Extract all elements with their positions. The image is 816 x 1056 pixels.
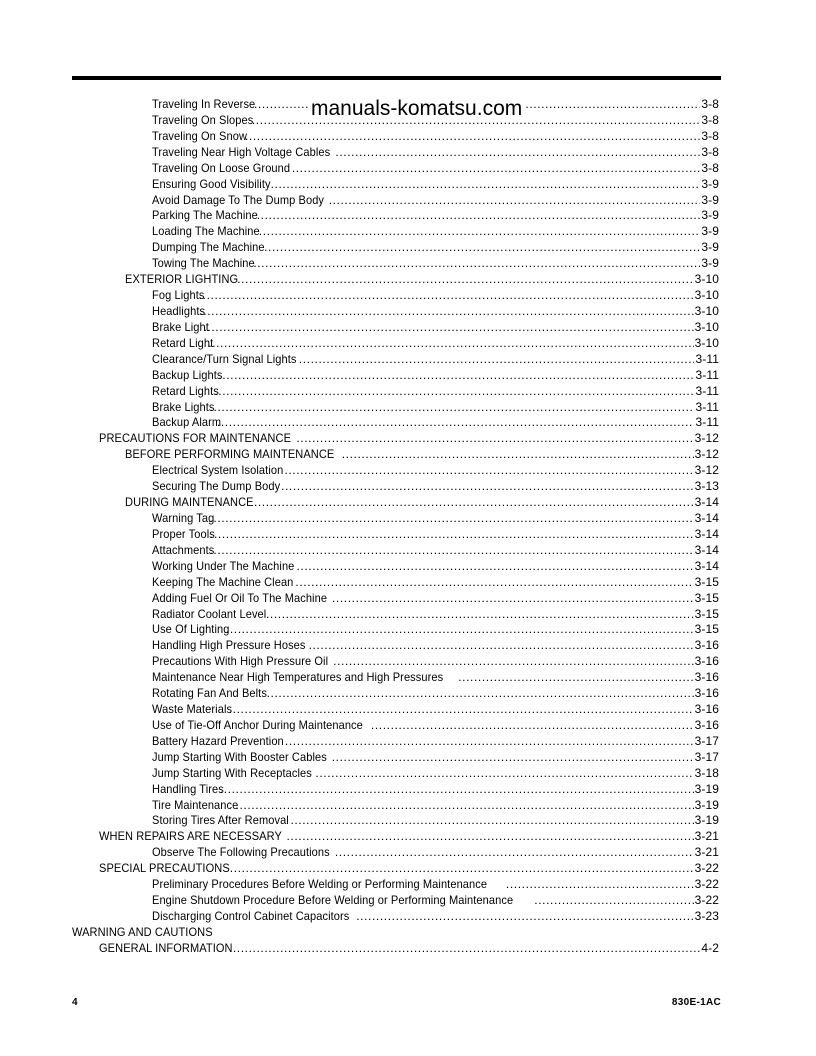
- toc-dot-leader: [209, 511, 693, 527]
- toc-dot-leader: [226, 622, 694, 638]
- toc-dot-leader: [506, 877, 694, 893]
- toc-entry-page: 3-17: [694, 749, 719, 764]
- toc-entry[interactable]: [72, 129, 719, 145]
- toc-entry-title: Preliminary Procedures Before Welding or Performing Maintenance: [152, 877, 488, 892]
- header-rule: [72, 76, 721, 80]
- toc-entry-page: 3-21: [694, 829, 719, 844]
- toc-entry-page: 3-16: [694, 638, 719, 653]
- toc-entry-title: Battery Hazard Prevention: [152, 733, 284, 748]
- toc-entry[interactable]: [72, 591, 719, 607]
- toc-entry[interactable]: [72, 559, 719, 575]
- toc-entry[interactable]: [72, 845, 719, 861]
- toc-entry[interactable]: [72, 527, 719, 543]
- toc-entry[interactable]: [72, 177, 719, 193]
- toc-entry[interactable]: [72, 495, 719, 511]
- toc-dot-leader: [284, 463, 693, 479]
- toc-entry-page: 3-11: [695, 415, 719, 430]
- toc-entry-page: 3-16: [694, 686, 719, 701]
- toc-dot-leader: [264, 240, 700, 256]
- toc-entry[interactable]: [72, 256, 719, 272]
- toc-dot-leader: [253, 256, 700, 272]
- toc-entry-page: 3-11: [695, 383, 719, 398]
- toc-entry-page: 3-15: [694, 590, 719, 605]
- toc-entry-title: Backup Lights: [152, 367, 223, 382]
- toc-entry-title: Working Under The Machine: [152, 558, 295, 573]
- toc-entry-page: 3-9: [701, 208, 719, 223]
- toc-entry-title: Parking The Machine: [152, 208, 258, 223]
- toc-entry-page: 3-11: [695, 399, 719, 414]
- toc-entry-page: 3-12: [694, 463, 719, 478]
- toc-entry-title: Towing The Machine: [152, 256, 255, 271]
- toc-entry-page: 3-8: [701, 128, 719, 143]
- toc-entry-page: 3-10: [694, 335, 719, 350]
- toc-entry-title: Ensuring Good Visibility: [152, 176, 271, 191]
- toc-dot-leader: [534, 893, 693, 909]
- toc-dot-leader: [210, 400, 695, 416]
- toc-entry-page: 3-23: [694, 909, 719, 924]
- toc-entry-page: 3-22: [694, 893, 719, 908]
- toc-dot-leader: [266, 607, 694, 623]
- toc-entry-title: Electrical System Isolation: [152, 463, 284, 478]
- toc-entry-page: 3-12: [694, 431, 719, 446]
- toc-entry-title: WHEN REPAIRS ARE NECESSARY: [99, 829, 282, 844]
- toc-entry-page: 3-15: [694, 574, 719, 589]
- toc-dot-leader: [296, 559, 693, 575]
- toc-entry[interactable]: [72, 622, 719, 638]
- toc-entry[interactable]: [72, 224, 719, 240]
- toc-entry-page: 3-15: [694, 606, 719, 621]
- toc-entry-page: 3-19: [694, 813, 719, 828]
- toc-entry[interactable]: [72, 479, 719, 495]
- toc-dot-leader: [458, 670, 693, 686]
- toc-entry-title: SPECIAL PRECAUTIONS: [99, 861, 230, 876]
- toc-entry-title: Use of Tie-Off Anchor During Maintenance: [152, 717, 363, 732]
- toc-dot-leader: [299, 352, 695, 368]
- toc-entry-title: Adding Fuel Or Oil To The Machine: [152, 590, 328, 605]
- toc-entry-page: 3-9: [701, 192, 719, 207]
- toc-entry-page: 3-10: [694, 272, 719, 287]
- toc-dot-leader: [218, 368, 694, 384]
- toc-entry-page: 3-11: [695, 351, 719, 366]
- toc-entry-title: Storing Tires After Removal: [152, 813, 289, 828]
- toc-entry[interactable]: [72, 304, 719, 320]
- toc-entry[interactable]: [72, 384, 719, 400]
- toc-entry-page: 3-11: [695, 367, 719, 382]
- toc-dot-leader: [285, 734, 694, 750]
- toc-dot-leader: [333, 654, 693, 670]
- toc-dot-leader: [259, 224, 701, 240]
- toc-entry-page: 3-9: [701, 256, 719, 271]
- toc-dot-leader: [281, 479, 694, 495]
- toc-entry-title: Use Of Lighting: [152, 622, 230, 637]
- toc-entry[interactable]: [72, 861, 719, 877]
- toc-entry-title: Brake Light: [152, 319, 209, 334]
- footer-doc-code: 830E-1AC: [671, 997, 721, 1008]
- toc-entry[interactable]: [72, 240, 719, 256]
- toc-entry-title: Traveling On Loose Ground: [152, 160, 291, 175]
- toc-entry-page: 3-14: [694, 495, 719, 510]
- toc-entry[interactable]: [72, 654, 719, 670]
- toc-dot-leader: [371, 718, 694, 734]
- toc-entry-page: 3-16: [694, 654, 719, 669]
- toc-entry[interactable]: [72, 193, 719, 209]
- toc-dot-leader: [290, 813, 693, 829]
- toc-entry-page: 3-8: [701, 97, 719, 111]
- toc-entry-page: 3-10: [694, 303, 719, 318]
- toc-entry-page: 3-15: [694, 622, 719, 637]
- toc-entry[interactable]: [72, 431, 719, 447]
- toc-entry-title: Handling High Pressure Hoses: [152, 638, 306, 653]
- toc-dot-leader: [267, 686, 694, 702]
- toc-entry-page: 3-16: [694, 702, 719, 717]
- toc-dot-leader: [356, 909, 693, 925]
- toc-entry[interactable]: [72, 670, 719, 686]
- toc-dot-leader: [309, 638, 694, 654]
- toc-dot-leader: [214, 384, 694, 400]
- toc-entry-page: 3-8: [701, 160, 719, 175]
- footer-page-number: 4: [72, 997, 78, 1008]
- toc-entry-page: 3-14: [694, 558, 719, 573]
- toc-dot-leader: [199, 304, 693, 320]
- toc-dot-leader: [295, 575, 693, 591]
- toc-dot-leader: [229, 702, 694, 718]
- toc-entry-title: Rotating Fan And Belts: [152, 686, 267, 701]
- toc-entry[interactable]: [72, 288, 719, 304]
- toc-entry-title: Dumping The Machine: [152, 240, 265, 255]
- toc-entry-title: Retard Light: [152, 335, 214, 350]
- toc-entry-title: Fog Lights: [152, 288, 205, 303]
- toc-entry-page: 3-18: [694, 765, 719, 780]
- toc-entry-page: 3-8: [701, 144, 719, 159]
- toc-dot-leader: [209, 543, 693, 559]
- toc-dot-leader: [220, 782, 694, 798]
- toc-entry-title: Waste Materials: [152, 702, 233, 717]
- toc-entry[interactable]: [72, 447, 719, 463]
- toc-entry-title: Warning Tag: [152, 510, 215, 525]
- toc-dot-leader: [237, 272, 693, 288]
- toc-entry[interactable]: [72, 272, 719, 288]
- toc-entry-title: Loading The Machine: [152, 224, 260, 239]
- toc-entry[interactable]: [72, 511, 719, 527]
- toc-entry-title: Clearance/Turn Signal Lights: [152, 351, 297, 366]
- table-of-contents: [72, 97, 719, 957]
- toc-entry[interactable]: [72, 543, 719, 559]
- toc-dot-leader: [315, 766, 693, 782]
- toc-entry-title: Traveling In Reverse: [152, 97, 256, 111]
- toc-dot-leader: [210, 527, 694, 543]
- toc-entry-title: Headlights: [152, 303, 206, 318]
- toc-dot-leader: [271, 177, 701, 193]
- toc-entry-page: 3-19: [694, 797, 719, 812]
- toc-entry-page: 3-17: [694, 733, 719, 748]
- toc-dot-leader: [203, 320, 693, 336]
- toc-entry-title: GENERAL INFORMATION: [99, 940, 233, 955]
- toc-entry[interactable]: [72, 575, 719, 591]
- toc-entry[interactable]: [72, 893, 719, 909]
- toc-entry[interactable]: [72, 877, 719, 893]
- toc-entry-page: 3-10: [694, 288, 719, 303]
- toc-entry-page: 3-16: [694, 717, 719, 732]
- toc-entry[interactable]: [72, 718, 719, 734]
- toc-entry-title: Traveling Near High Voltage Cables: [152, 144, 331, 159]
- toc-entry[interactable]: [72, 734, 719, 750]
- toc-dot-leader: [217, 415, 695, 431]
- watermark: manuals-komatsu.com: [311, 97, 523, 120]
- toc-entry-page: 3-8: [701, 112, 719, 127]
- toc-dot-leader: [332, 591, 694, 607]
- toc-entry[interactable]: [72, 909, 719, 925]
- toc-dot-leader: [286, 829, 693, 845]
- toc-entry[interactable]: [72, 686, 719, 702]
- toc-entry[interactable]: [72, 145, 719, 161]
- toc-entry-title: WARNING AND CAUTIONS: [72, 924, 213, 939]
- toc-entry-title: Attachments: [152, 542, 215, 557]
- toc-dot-leader: [257, 208, 701, 224]
- toc-entry[interactable]: [72, 352, 719, 368]
- toc-entry[interactable]: [72, 941, 719, 957]
- toc-dot-leader: [245, 129, 700, 145]
- toc-entry[interactable]: [72, 161, 719, 177]
- toc-entry-page: 3-21: [694, 845, 719, 860]
- toc-entry-title: Jump Starting With Booster Cables: [152, 749, 327, 764]
- toc-entry-title: BEFORE PERFORMING MAINTENANCE: [125, 447, 335, 462]
- toc-entry[interactable]: [72, 415, 719, 431]
- toc-entry[interactable]: [72, 925, 719, 941]
- toc-entry-title: Brake Lights: [152, 399, 215, 414]
- toc-entry-title: DURING MAINTENANCE: [125, 495, 254, 510]
- toc-entry-title: EXTERIOR LIGHTING: [125, 272, 239, 287]
- toc-entry-title: Traveling On Snow: [152, 128, 248, 143]
- toc-entry[interactable]: [72, 702, 719, 718]
- toc-entry-title: Precautions With High Pressure Oil: [152, 654, 329, 669]
- toc-entry[interactable]: [72, 463, 719, 479]
- toc-dot-leader: [292, 161, 701, 177]
- toc-dot-leader: [208, 336, 693, 352]
- toc-entry-title: Proper Tools: [152, 526, 215, 541]
- toc-entry[interactable]: [72, 750, 719, 766]
- toc-dot-leader: [236, 798, 694, 814]
- toc-dot-leader: [329, 193, 701, 209]
- toc-entry[interactable]: [72, 400, 719, 416]
- toc-entry-page: 3-22: [694, 861, 719, 876]
- toc-dot-leader: [335, 145, 700, 161]
- toc-entry[interactable]: [72, 766, 719, 782]
- toc-entry-page: 3-13: [694, 479, 719, 494]
- toc-entry-title: Discharging Control Cabinet Capacitors: [152, 909, 350, 924]
- toc-entry-title: Avoid Damage To The Dump Body: [152, 192, 325, 207]
- toc-dot-leader: [335, 845, 694, 861]
- toc-entry-page: 3-12: [694, 447, 719, 462]
- toc-entry-page: 3-22: [694, 877, 719, 892]
- toc-entry-title: Observe The Following Precautions: [152, 845, 330, 860]
- toc-entry-title: Radiator Coolant Level: [152, 606, 267, 621]
- toc-entry-page: 3-14: [694, 526, 719, 541]
- toc-entry-title: Engine Shutdown Procedure Before Welding or Performing Maintenance: [152, 893, 514, 908]
- toc-entry[interactable]: [72, 813, 719, 829]
- toc-entry[interactable]: [72, 829, 719, 845]
- toc-dot-leader: [230, 861, 694, 877]
- toc-entry-title: PRECAUTIONS FOR MAINTENANCE: [99, 431, 292, 446]
- toc-entry-title: Retard Lights: [152, 383, 219, 398]
- toc-dot-leader: [342, 447, 694, 463]
- toc-entry[interactable]: [72, 607, 719, 623]
- toc-entry[interactable]: [72, 336, 719, 352]
- toc-entry-page: 3-14: [694, 542, 719, 557]
- toc-entry-page: 3-19: [694, 781, 719, 796]
- toc-entry-page: 4-2: [701, 940, 719, 955]
- toc-entry-title: Backup Alarm: [152, 415, 222, 430]
- toc-entry-page: 3-9: [701, 176, 719, 191]
- toc-entry[interactable]: [72, 208, 719, 224]
- toc-entry-title: Tire Maintenance: [152, 797, 239, 812]
- toc-entry-page: 3-9: [701, 224, 719, 239]
- toc-entry-title: Keeping The Machine Clean: [152, 574, 294, 589]
- toc-entry-title: Securing The Dump Body: [152, 479, 281, 494]
- toc-dot-leader: [296, 431, 693, 447]
- toc-entry[interactable]: [72, 638, 719, 654]
- toc-dot-leader: [254, 495, 694, 511]
- toc-dot-leader: [332, 750, 694, 766]
- toc-entry[interactable]: [72, 368, 719, 384]
- toc-entry-title: Traveling On Slopes: [152, 112, 254, 127]
- toc-entry[interactable]: [72, 798, 719, 814]
- toc-entry-title: Maintenance Near High Temperatures and High Pressures: [152, 670, 444, 685]
- toc-entry-page: 3-16: [694, 670, 719, 685]
- toc-entry-page: 3-10: [694, 319, 719, 334]
- toc-entry-title: Jump Starting With Receptacles: [152, 765, 312, 780]
- toc-dot-leader: [199, 288, 694, 304]
- toc-entry[interactable]: [72, 782, 719, 798]
- toc-entry-page: 3-9: [701, 240, 719, 255]
- toc-entry-page: 3-14: [694, 510, 719, 525]
- toc-entry-title: Handling Tires: [152, 781, 224, 796]
- toc-dot-leader: [233, 941, 700, 957]
- toc-entry[interactable]: [72, 320, 719, 336]
